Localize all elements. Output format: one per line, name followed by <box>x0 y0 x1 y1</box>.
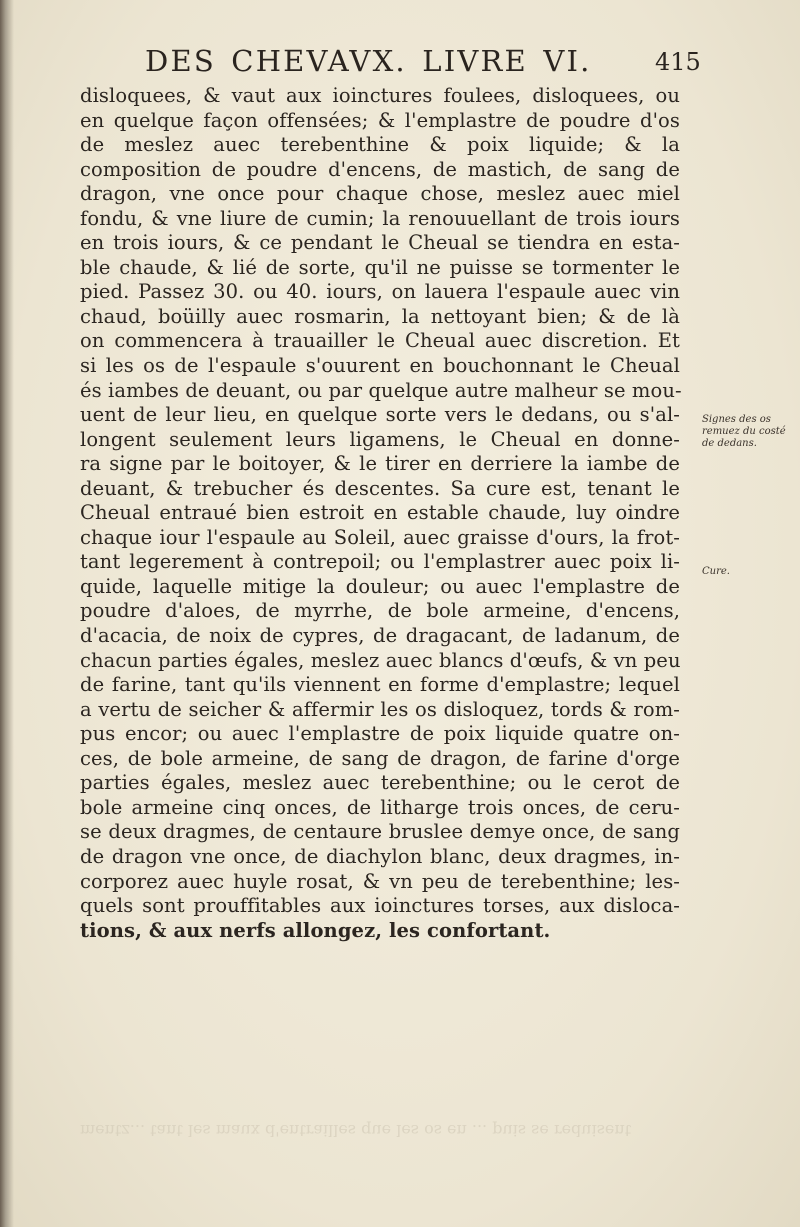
text-line: d'acacia, de noix de cypres, de dragacant, de ladanum, de <box>80 624 680 648</box>
text-line: a vertu de seicher & affermir les os disloquez, tords & rom- <box>80 697 680 721</box>
text-line: si les os de l'espaule s'ouurent en bouchonnant le Cheual <box>80 354 680 378</box>
text-line: se deux dragmes, de centaure bruslee demye once, de sang <box>80 820 680 844</box>
text-line: disloquees, & vaut aux ioinctures foulees, disloquees, ou <box>80 84 680 107</box>
text-line: ra signe par le boitoyer, & le tirer en derriere la iambe de <box>80 452 680 476</box>
text-line: corporez auec huyle rosat, & vn peu de terebenthine; les- <box>80 869 680 893</box>
main-text-block <box>80 84 680 943</box>
text-line: poudre d'aloes, de myrrhe, de bole armeine, d'encens, <box>80 599 680 623</box>
text-line: on commencera à trauailler le Cheual auec discretion. Et <box>80 329 680 353</box>
text-line: ces, de bole armeine, de sang de dragon, de farine d'orge <box>80 746 680 770</box>
text-line: uent de leur lieu, en quelque sorte vers le dedans, ou s'al- <box>80 403 680 427</box>
page-number: 415 <box>655 48 701 76</box>
text-line: és iambes de deuant, ou par quelque autre malheur se mou- <box>80 378 682 402</box>
running-title: DES CHEVAVX. LIVRE VI. <box>145 44 592 78</box>
text-line: chaque iour l'espaule au Soleil, auec graisse d'ours, la frot- <box>80 525 680 549</box>
text-line: composition de poudre d'encens, de mastich, de sang de <box>80 157 680 181</box>
text-line: en quelque façon offensées; & l'emplastre de poudre d'os <box>80 108 680 132</box>
page-header <box>0 44 800 84</box>
text-line: chacun parties égales, meslez auec blancs d'œufs, & vn peu <box>80 648 681 672</box>
text-line: pied. Passez 30. ou 40. iours, on lauera l'espaule auec vin <box>80 280 680 304</box>
text-line: en trois iours, & ce pendant le Cheual se tiendra en esta- <box>80 231 680 255</box>
text-line: longent seulement leurs ligamens, le Cheual en donne- <box>80 427 680 451</box>
text-line: de farine, tant qu'ils viennent en forme d'emplastre; lequel <box>80 673 680 697</box>
text-line: fondu, & vne liure de cumin; la renouuellant de trois iours <box>80 206 680 230</box>
text-line: pus encor; ou auec l'emplastre de poix liquide quatre on- <box>80 722 680 746</box>
text-line: quide, laquelle mitige la douleur; ou auec l'emplastre de <box>80 574 680 598</box>
text-line: bole armeine cinq onces, de litharge trois onces, de ceru- <box>80 795 680 819</box>
margin-note-signes: Signes des os remuez du costé de dedans. <box>702 414 786 449</box>
text-line: de meslez auec terebenthine & poix liquide; & la <box>80 133 680 157</box>
text-line: deuant, & trebucher és descentes. Sa cure est, tenant le <box>80 476 680 500</box>
text-line: dragon, vne once pour chaque chose, meslez auec miel <box>80 182 680 206</box>
text-line: tant legerement à contrepoil; ou l'emplastrer auec poix li- <box>80 550 680 574</box>
text-line: parties égales, meslez auec terebenthine; ou le cerot de <box>80 771 680 795</box>
text-line: tions, & aux nerfs allongez, les confortant. <box>80 918 551 942</box>
text-line: quels sont prouffitables aux ioinctures torses, aux disloca- <box>80 894 680 918</box>
text-line: ble chaude, & lié de sorte, qu'il ne puisse se tormenter le <box>80 255 680 279</box>
margin-note-cure: Cure. <box>702 566 730 577</box>
text-line: de dragon vne once, de diachylon blanc, deux dragmes, in- <box>80 844 680 868</box>
page-gutter-shadow <box>0 0 14 1227</box>
text-line: Cheual entraué bien estroit en estable chaude, luy oindre <box>80 501 680 525</box>
bleed-through-text: mentz... tant les maux d'entrailles que les os en ... puis se reduisent <box>80 1121 632 1140</box>
text-line: chaud, boüilly auec rosmarin, la nettoyant bien; & de là <box>80 304 680 328</box>
